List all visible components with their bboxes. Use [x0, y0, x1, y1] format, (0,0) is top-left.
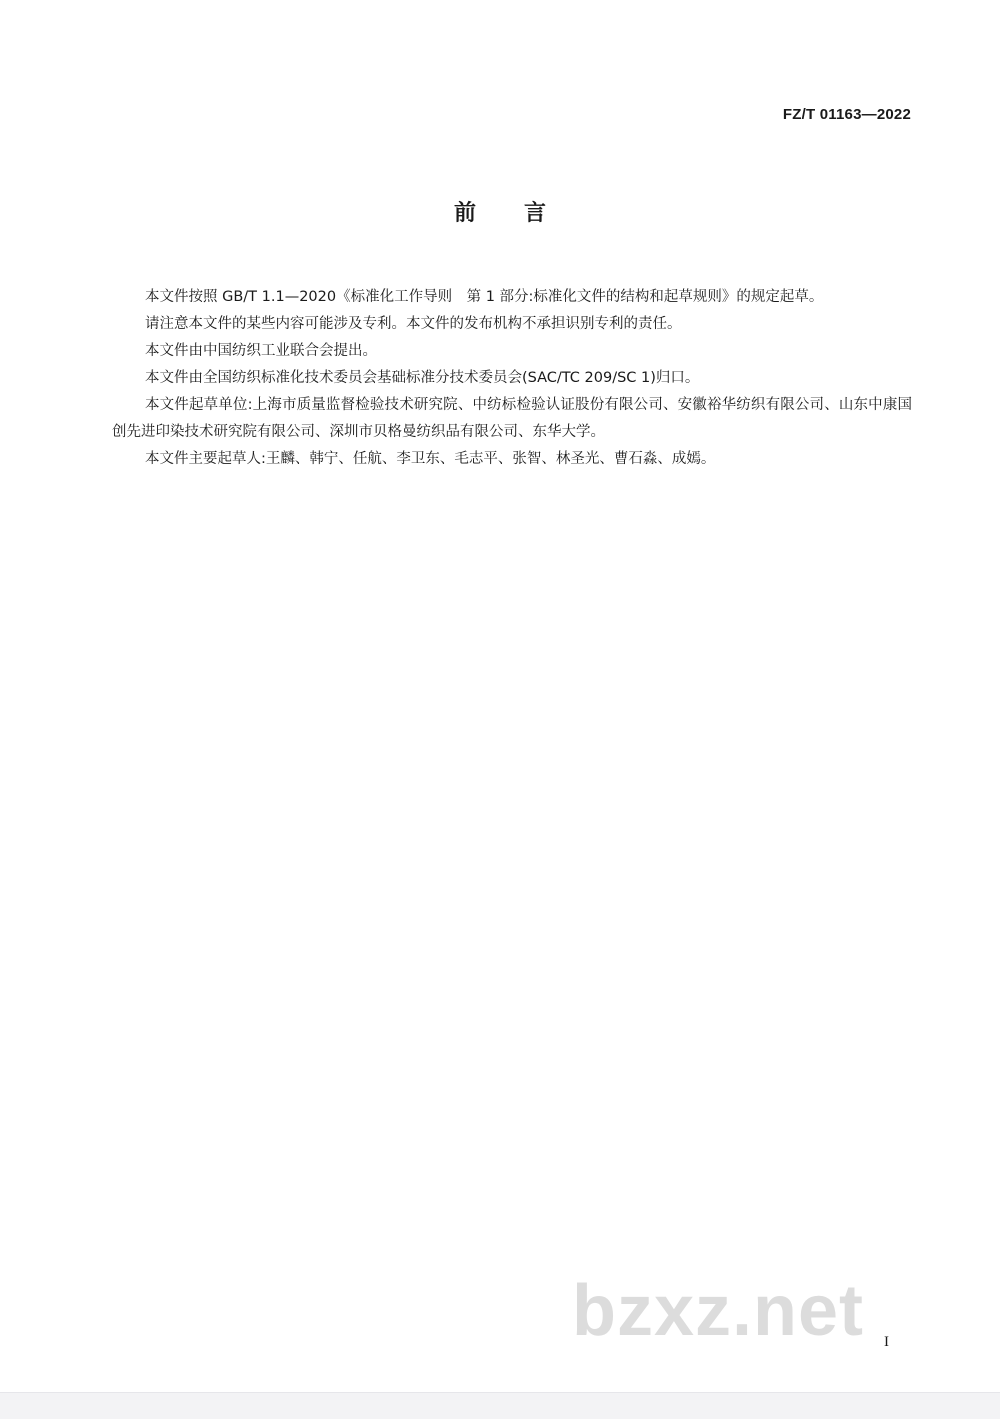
paragraph-drafters: 本文件主要起草人:王麟、韩宁、任航、李卫东、毛志平、张智、林圣光、曹石淼、成嫣。	[145, 451, 716, 467]
standard-code: FZ/T 01163—2022	[782, 106, 911, 123]
watermark-logo: bzxz.net	[572, 1271, 865, 1351]
paragraph-patent-notice: 请注意本文件的某些内容可能涉及专利。本文件的发布机构不承担识别专利的责任。	[145, 316, 682, 332]
page-bottom-edge	[0, 1392, 1000, 1419]
page-title: 前言	[453, 201, 594, 226]
paragraph-drafting-rules: 本文件按照 GB/T 1.1—2020《标准化工作导则 第 1 部分:标准化文件的结构和起草规则》的规定起草。	[145, 289, 824, 305]
paragraph-drafting-units: 本文件起草单位:上海市质量监督检验技术研究院、中纺标检验认证股份有限公司、安徽裕华纺织有限公司、山东中康国创先进印染技术研究院有限公司、深圳市贝格曼纺织品有限公司、东华大学。	[112, 397, 912, 440]
paragraph-proposer: 本文件由中国纺织工业联合会提出。	[145, 343, 377, 359]
page-number: I	[884, 1334, 889, 1350]
foreword-body	[112, 284, 912, 473]
paragraph-committee: 本文件由全国纺织标准化技术委员会基础标准分技术委员会(SAC/TC 209/SC 1)归口。	[145, 370, 700, 386]
